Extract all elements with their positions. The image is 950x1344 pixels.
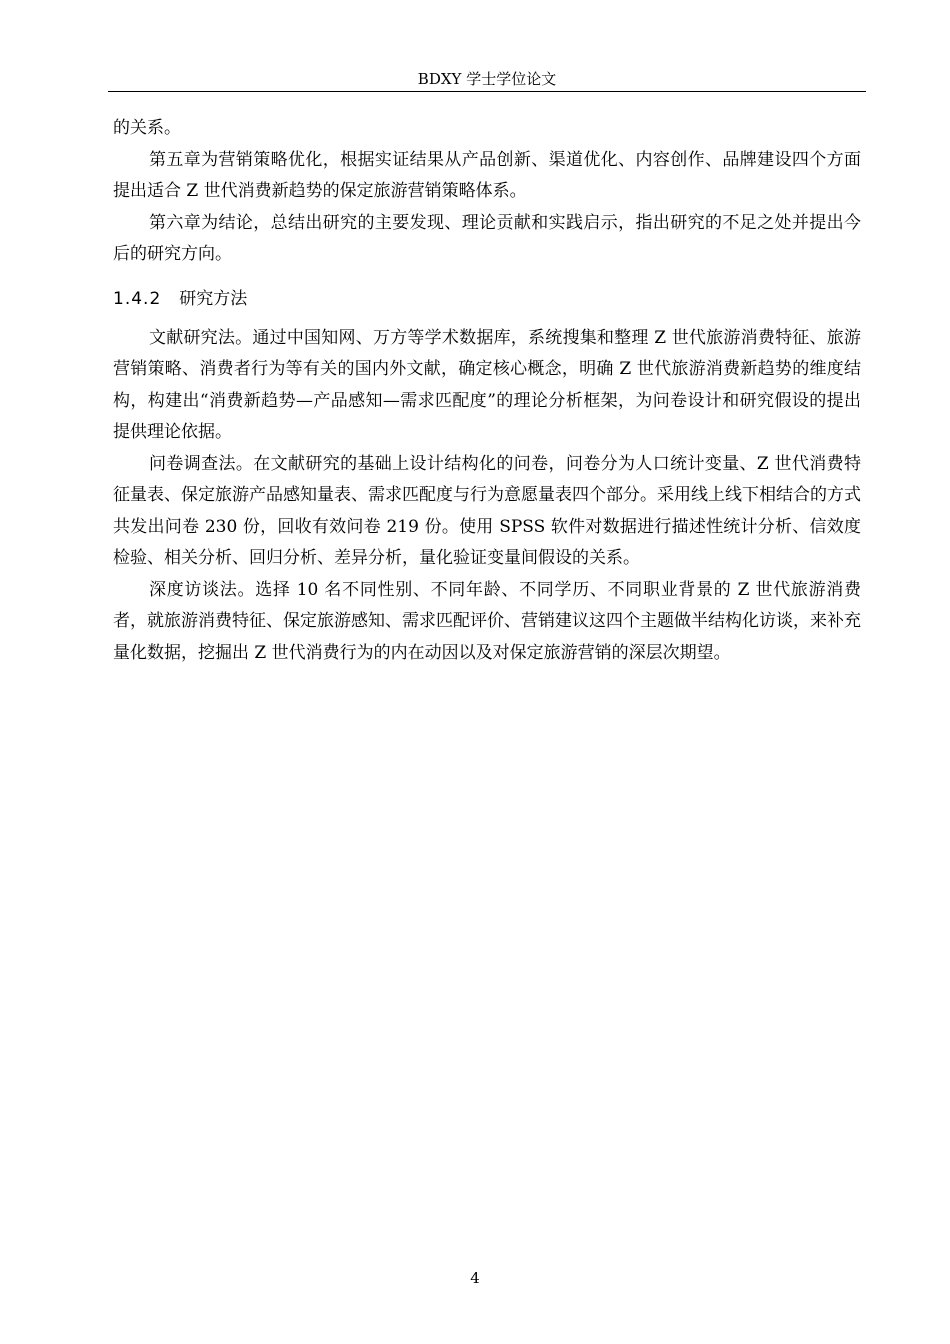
paragraph-literature-method: 文献研究法。通过中国知网、万方等学术数据库，系统搜集和整理 Z 世代旅游消费特征、旅游营销策略、消费者行为等有关的国内外文献，确定核心概念，明确 Z 世代旅游消费新趋势的维度结构，构建出“消费新趋势—产品感知—需求匹配度”的理论分析框架，为问卷设计和研究假设的提出提供理论依据。 bbox=[113, 327, 861, 442]
document-body bbox=[113, 113, 861, 669]
paragraph-chapter-five: 第五章为营销策略优化，根据实证结果从产品创新、渠道优化、内容创作、品牌建设四个方面提出适合 Z 世代消费新趋势的保定旅游营销策略体系。 bbox=[113, 149, 861, 201]
section-heading bbox=[113, 284, 861, 314]
section-title: 研究方法 bbox=[179, 288, 248, 309]
section-number: 1.4.2 bbox=[113, 288, 162, 309]
page-header bbox=[108, 68, 866, 90]
paragraph-survey-method: 问卷调查法。在文献研究的基础上设计结构化的问卷，问卷分为人口统计变量、Z 世代消费特征量表、保定旅游产品感知量表、需求匹配度与行为意愿量表四个部分。采用线上线下相结合的方式共发出问卷 230 份，回收有效问卷 219 份。使用 SPSS 软件对数据进行描述性统计分析、信效度检验、相关分析、回归分析、差异分析，量化验证变量间假设的关系。 bbox=[113, 453, 861, 568]
page-number: 4 bbox=[470, 1269, 480, 1287]
header-divider bbox=[108, 91, 866, 92]
header-title: BDXY 学士学位论文 bbox=[417, 70, 557, 88]
paragraph-continued: 的关系。 bbox=[113, 118, 181, 138]
paragraph-chapter-six: 第六章为结论，总结出研究的主要发现、理论贡献和实践启示，指出研究的不足之处并提出今后的研究方向。 bbox=[113, 212, 861, 264]
paragraph-interview-method: 深度访谈法。选择 10 名不同性别、不同年龄、不同学历、不同职业背景的 Z 世代旅游消费者，就旅游消费特征、保定旅游感知、需求匹配评价、营销建议这四个主题做半结构化访谈，来补充量化数据，挖掘出 Z 世代消费行为的内在动因以及对保定旅游营销的深层次期望。 bbox=[113, 579, 861, 663]
